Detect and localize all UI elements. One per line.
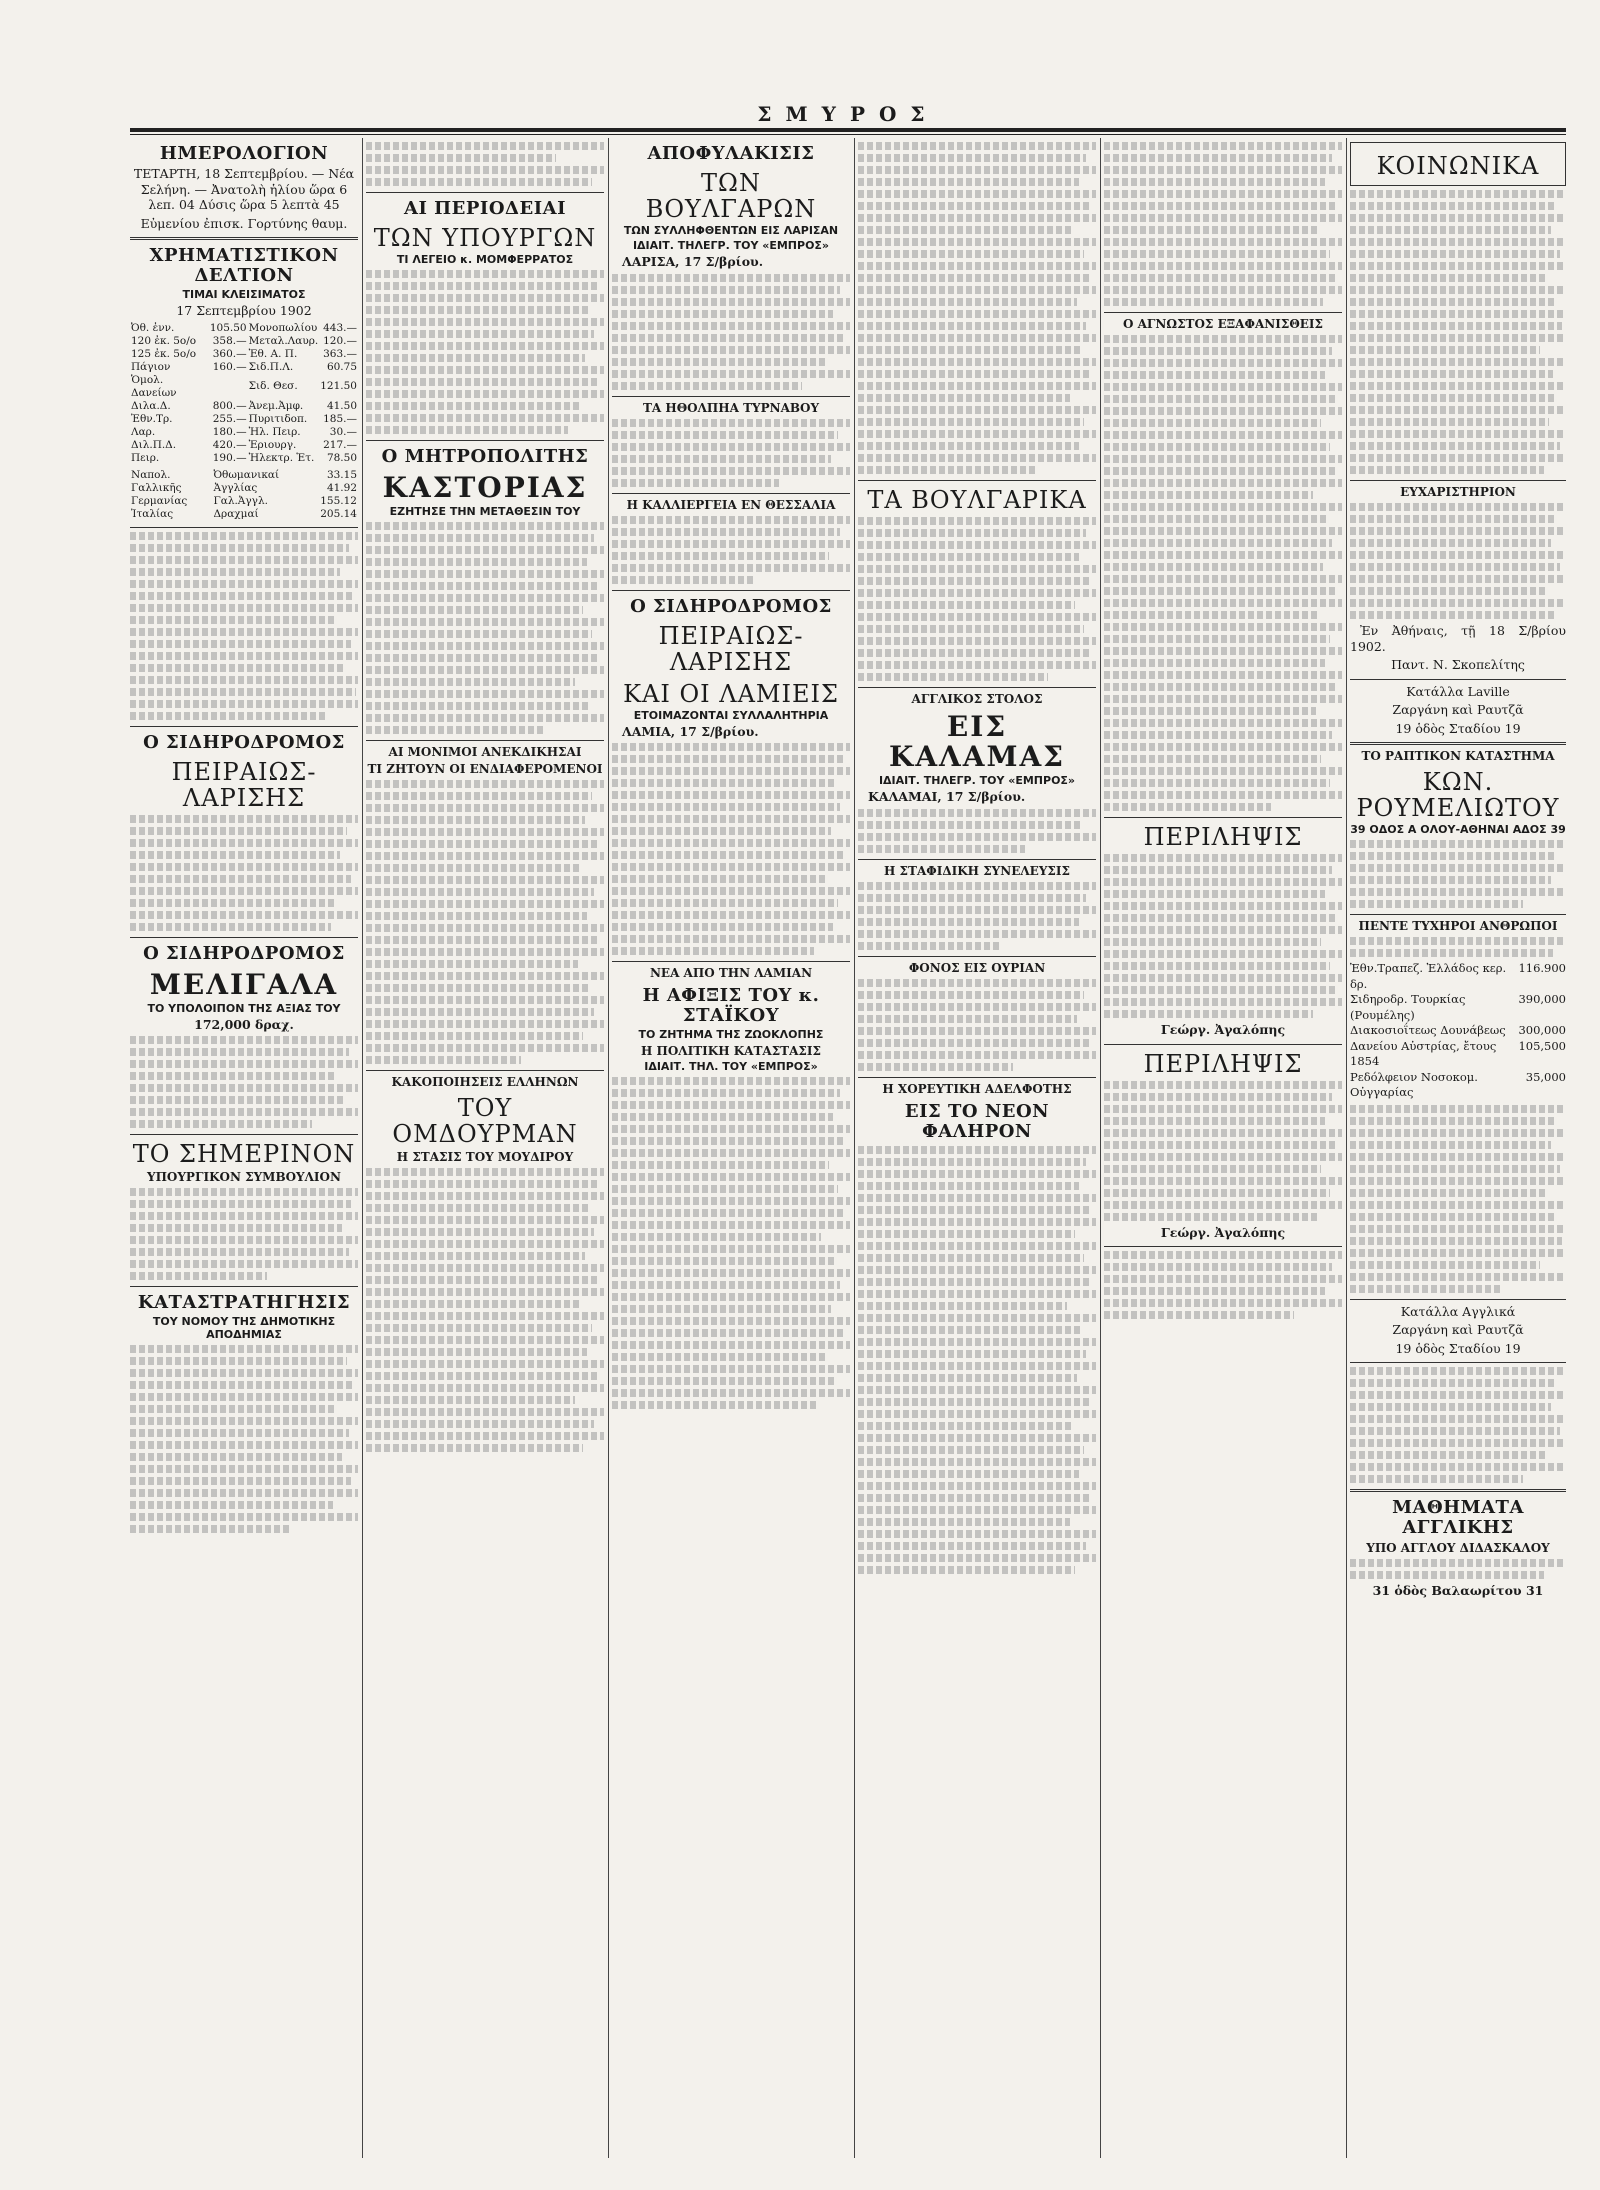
table-row: [130, 413, 358, 426]
table-cell: Ἐθν.Τρ.: [131, 412, 173, 425]
table-cell: 180.—: [212, 425, 247, 438]
prize-amount: 116.900: [1518, 961, 1566, 975]
heading-kakopoiiseis: ΚΑΚΟΠΟΙΗΣΕΙΣ ΕΛΛΗΝΩΝ: [391, 1075, 579, 1089]
signature: Γεώργ. Ἀγαλόπης: [1160, 1224, 1286, 1240]
meligala-amount: 172,000 δραχ.: [194, 1016, 294, 1032]
filler-text: [130, 1036, 358, 1128]
stock-table: [130, 322, 358, 465]
heading-agnostos: Ο ΑΓΝΩΣΤΟΣ ΕΞΑΦΑΝΙΣΘΕΙΣ: [1122, 317, 1324, 331]
prize-label: Διακοσιοΐτεως Δουνάβεως: [1350, 1023, 1506, 1037]
heading-ypourgon-sub: ΤΙ ΛΕΓΕΙΟ κ. ΜΟΜΦΕΡΡΑΤΟΣ: [396, 253, 574, 266]
heading-vougarika: ΤΑ ΒΟΥΛΓΑΡΙΚΑ: [867, 486, 1087, 514]
heading-kalliergeia: Η ΚΑΛΛΙΕΡΓΕΙΑ ΕΝ ΘΕΣΣΑΛΙΑ: [626, 497, 836, 512]
heading-kalamas: ΕΙΣ ΚΑΛΑΜΑΣ: [888, 710, 1066, 773]
heading-kastorias-sub: ΕΖΗΤΗΣΕ ΤΗΝ ΜΕΤΑΘΕΣΙΝ ΤΟΥ: [389, 505, 581, 518]
separator: [1104, 1246, 1342, 1247]
prices-date: 17 Σεπτεμβρίου 1902: [176, 303, 312, 318]
heading-aggl-stolos: ΑΓΓΛΙΚΟΣ ΣΤΟΛΟΣ: [911, 692, 1043, 706]
heading-meligala: ΜΕΛΙΓΑΛΑ: [149, 967, 339, 1001]
heading-ephemerologion: ΗΜΕΡΟΛΟΓΙΟΝ: [159, 143, 329, 164]
separator: [130, 726, 358, 727]
separator: [1104, 1044, 1342, 1045]
filler-text: [1104, 335, 1342, 811]
table-cell: Δραχμαί: [213, 507, 259, 520]
heading-bulletin: ΧΡΗΜΑΤΙΣΤΙΚΟΝ ΔΕΛΤΙΟΝ: [149, 245, 339, 286]
table-row: [130, 439, 358, 452]
table-cell: Ναπολ.: [131, 468, 171, 481]
date-line: ΤΕΤΑΡΤΗ, 18 Σεπτεμβρίου. — Νέα Σελήνη. — Ἀνατολὴ ἡλίου ὥρα 6 λεπ. 04 Δύσις ὥρα 5 λεπτὰ 45: [133, 166, 355, 212]
table-cell: 155.12: [320, 494, 357, 507]
table-cell: Ἀγγλίας: [213, 481, 258, 494]
table-cell: Γαλλικῆς: [131, 481, 182, 494]
masthead-rule: [130, 128, 1566, 132]
koinonika-box: [1350, 142, 1566, 186]
heading-peripsis-2: ΠΕΡΙΛΗΨΙΣ: [1143, 1049, 1303, 1078]
table-row: [130, 335, 358, 348]
table-cell: Ἠλ. Πειρ.: [248, 425, 301, 438]
filler-text: [1350, 840, 1566, 908]
separator: [612, 396, 850, 397]
heading-nea-lamia: ΝΕΑ ΑΠΟ ΤΗΝ ΛΑΜΙΑΝ: [649, 966, 813, 980]
lamia-dateline: ΛΑΜΙΑ, 17 Σ/βρίου.: [622, 723, 759, 739]
table-cell: 121.50: [320, 380, 357, 392]
separator: [130, 1286, 358, 1287]
heading-tyrnavou: ΤΑ ΗΘΟΛΠΗΑ ΤΥΡΝΑΒΟΥ: [642, 400, 820, 415]
separator: [612, 493, 850, 494]
separator: [366, 440, 604, 441]
filler-text: [1350, 937, 1566, 957]
table-cell: 800.—: [212, 399, 247, 412]
table-cell: Ἐριουργ.: [248, 438, 297, 451]
filler-text: [366, 270, 604, 434]
heading-politiki: Η ΠΟΛΙΤΙΚΗ ΚΑΤΑΣΤΑΣΙΣ: [641, 1044, 821, 1058]
prize-list: [1350, 961, 1566, 1101]
heading-fonos: ΦΟΝΟΣ ΕΙΣ ΟΥΡΙΑΝ: [908, 960, 1046, 975]
table-cell: 60.75: [326, 360, 357, 373]
table-row: [130, 508, 358, 521]
heading-stafidiki: Η ΣΤΑΦΙΔΙΚΗ ΣΥΝΕΛΕΥΣΙΣ: [884, 863, 1070, 878]
heading-lamieis-sub: ΕΤΟΙΜΑΖΟΝΤΑΙ ΣΥΛΛΑΛΗΤΗΡΙΑ: [633, 708, 829, 722]
heading-voulgaron-sub: ΤΩΝ ΣΥΛΛΗΦΘΕΝΤΩΝ ΕΙΣ ΛΑΡΙΣΑΝ: [623, 224, 839, 237]
table-cell: 217.—: [323, 438, 357, 451]
table-cell: 160.—: [212, 360, 247, 373]
table-cell: Μεταλ.Λαυρ.: [248, 334, 319, 347]
filler-text: [1350, 190, 1566, 474]
table-cell: 358.—: [212, 334, 247, 347]
heading-voulgaron: ΤΩΝ ΒΟΥΛΓΑΡΩΝ: [645, 169, 817, 223]
heading-xorevia: Η ΧΟΡΕΥΤΙΚΗ ΑΔΕΛΦΟΤΗΣ: [882, 1081, 1072, 1096]
separator: [1350, 679, 1566, 680]
prize-amount: 300,000: [1518, 1023, 1566, 1037]
separator: [1350, 1489, 1566, 1492]
table-cell: Διλα.Δ.: [131, 399, 171, 412]
heading-katastratigisis: ΚΑΤΑΣΤΡΑΤΗΓΗΣΙΣ: [137, 1292, 351, 1313]
table-cell: Ὀθ. ἐνν.: [131, 321, 175, 334]
heading-simerinon: ΤΟ ΣΗΜΕΡΙΝΟΝ: [132, 1140, 356, 1168]
table-cell: Λαρ.: [131, 425, 156, 438]
heading-ypourgon: ΤΩΝ ΥΠΟΥΡΓΩΝ: [373, 224, 597, 252]
separator: [1350, 1299, 1566, 1300]
shop1-name: Κατάλλα Laville: [1406, 683, 1510, 699]
column-5: [1104, 138, 1342, 2158]
wire-label: ΙΔΙΑΙΤ. ΤΗΛΕΓΡ. ΤΟΥ «ΕΜΠΡΟΣ»: [632, 239, 830, 252]
table-cell: Μονοπωλίου: [248, 321, 318, 334]
filler-text: [130, 532, 358, 720]
table-cell: 78.50: [326, 451, 357, 464]
filler-text: [130, 815, 358, 931]
shop1-address: 19 ὁδὸς Σταδίου 19: [1395, 720, 1521, 736]
column-divider: [1346, 138, 1347, 2158]
heading-raptikon-address: 39 ΟΔΟΣ Α ΟΛΟΥ-ΑΘΗΝΑΙ ΑΔΟΣ 39: [1350, 823, 1566, 836]
column-2: [366, 138, 604, 2158]
table-cell: 41.92: [326, 481, 357, 494]
masthead: ΣΜΥΡΟΣ: [757, 102, 939, 126]
list-item: [1350, 961, 1566, 992]
heading-tychoi: ΠΕΝΤΕ ΤΥΧΗΡΟΙ ΑΝΘΡΩΠΟΙ: [1358, 919, 1558, 933]
heading-meligala-sub: ΤΟ ΥΠΟΛΟΙΠΟΝ ΤΗΣ ΑΞΙΑΣ ΤΟΥ: [147, 1001, 341, 1015]
heading-afixis: Η ΑΦΙΞΙΣ ΤΟΥ κ. ΣΤΑΪΚΟΥ: [642, 985, 820, 1026]
table-row: [130, 426, 358, 439]
table-cell: Ἐθ. Α. Π.: [248, 347, 298, 360]
filler-text: [612, 274, 850, 390]
filler-text: [1350, 1559, 1566, 1579]
wire-label: ΙΔΙΑΙΤ. ΤΗΛΕΓΡ. ΤΟΥ «ΕΜΠΡΟΣ»: [878, 774, 1076, 787]
table-cell: Πυριτιδοπ.: [248, 412, 308, 425]
table-cell: 363.—: [323, 347, 357, 360]
table-cell: 360.—: [212, 347, 247, 360]
table-cell: 41.50: [326, 399, 357, 412]
table-cell: Ἠλεκτρ. Ἑτ.: [248, 451, 315, 464]
shop2-line: Ζαργάνη καὶ Ραυτζᾶ: [1392, 1322, 1524, 1337]
table-cell: 125 ἐκ. 5ο/ο: [131, 347, 197, 360]
table-cell: Πάγιον: [131, 360, 171, 373]
shop2-name: Κατάλλα Αγγλικά: [1400, 1303, 1516, 1319]
prize-label: Σιδηροδρ. Τουρκίας (Ρουμέλης): [1350, 992, 1466, 1022]
prize-amount: 35,000: [1525, 1069, 1566, 1084]
list-item: [1350, 992, 1566, 1023]
filler-text: [612, 1077, 850, 1409]
table-cell: Σιδ. Θεσ.: [248, 380, 298, 392]
heading-simerinon-sub: ΥΠΟΥΡΓΙΚΟΝ ΣΥΜΒΟΥΛΙΟΝ: [147, 1170, 341, 1184]
separator: [1104, 312, 1342, 313]
heading-kastorias: ΚΑΣΤΟΡΙΑΣ: [382, 471, 588, 504]
kalamai-dateline: ΚΑΛΑΜΑΙ, 17 Σ/βρίου.: [868, 789, 1026, 804]
separator: [858, 859, 1096, 860]
saint-line: Εὐμενίου ἐπισκ. Γορτύνης θαυμ.: [140, 215, 348, 231]
filler-text: [130, 1188, 358, 1280]
table-row: [130, 361, 358, 374]
table-row: [130, 348, 358, 361]
separator: [130, 527, 358, 528]
heading-peiraios-larisis: ΠΕΙΡΑΙΩΣ-ΛΑΡΙΣΗΣ: [171, 757, 317, 812]
table-cell: Ἰταλίας: [131, 507, 174, 520]
prize-label: Ἐθν.Τραπεζ. Ἑλλάδος κερ. δρ.: [1350, 961, 1507, 991]
table-row: [130, 374, 358, 400]
filler-text: [858, 517, 1096, 681]
heading-monimoi-sub: ΤΙ ΖΗΤΟΥΝ ΟΙ ΕΝΔΙΑΦΕΡΟΜΕΝΟΙ: [367, 762, 603, 776]
heading-omdourman-sub: Η ΣΤΑΣΙΣ ΤΟΥ ΜΟΥΔΙΡΟΥ: [396, 1150, 574, 1164]
heading-afixis-sub: ΤΟ ΖΗΤΗΜΑ ΤΗΣ ΖΩΟΚΛΟΠΗΣ: [638, 1028, 824, 1041]
separator: [1350, 480, 1566, 481]
table-cell: Σιδ.Π.Λ.: [248, 360, 294, 373]
prize-amount: 390,000: [1518, 992, 1566, 1006]
table-row: [130, 469, 358, 482]
filler-text: [366, 142, 604, 186]
fx-table: [130, 469, 358, 521]
prize-label: Ρεδόλφειον Νοσοκομ. Οὐγγαρίας: [1350, 1069, 1478, 1099]
heading-mathimata-sub: ΥΠΟ ΑΓΓΛΟΥ ΔΙΔΑΣΚΑΛΟΥ: [1366, 1541, 1550, 1555]
prize-label: Δανείου Αὐστρίας, ἔτους 1854: [1350, 1038, 1497, 1068]
filler-text: [612, 516, 850, 584]
filler-text: [858, 142, 1096, 474]
table-cell: Ὀθωμανικαί: [213, 468, 280, 481]
heading-omdourman: ΤΟΥ ΟΜΔΟΥΡΜΑΝ: [392, 1094, 578, 1148]
column-6: [1350, 138, 1566, 2158]
table-cell: Γαλ.Ἀγγλ.: [213, 494, 268, 507]
column-4: [858, 138, 1096, 2158]
table-cell: 120.—: [323, 334, 357, 347]
masthead-rule-thin: [130, 134, 1566, 135]
shop2-address: 19 ὁδὸς Σταδίου 19: [1395, 1340, 1521, 1356]
table-row: [130, 322, 358, 335]
separator: [366, 192, 604, 193]
list-item: [1350, 1023, 1566, 1039]
table-cell: Διλ.Π.Δ.: [131, 438, 177, 451]
separator: [130, 237, 358, 240]
heading-lamieis: ΚΑΙ ΟΙ ΛΑΜΙΕΙΣ: [623, 679, 839, 708]
table-row: [130, 482, 358, 495]
filler-text: [858, 882, 1096, 950]
separator: [858, 1077, 1096, 1078]
table-cell: Ἀνεμ.Ἀμφ.: [248, 399, 304, 412]
mathimata-address: 31 ὁδὸς Βαλαωρίτου 31: [1372, 1583, 1544, 1598]
table-cell: 420.—: [212, 438, 247, 451]
separator: [858, 480, 1096, 481]
table-cell: 105.50: [209, 321, 247, 334]
heading-apofylakisis: ΑΠΟΦΥΛΑΚΙΣΙΣ: [647, 143, 815, 164]
heading-eucharistirion: ΕΥΧΑΡΙΣΤΗΡΙΟΝ: [1400, 485, 1516, 499]
heading-mathimata: ΜΑΘΗΜΑΤΑ ΑΓΓΛΙΚΗΣ: [1392, 1497, 1524, 1538]
table-cell: 33.15: [326, 468, 357, 481]
separator: [366, 1070, 604, 1071]
separator: [130, 937, 358, 938]
filler-text: [366, 1168, 604, 1452]
table-cell: 255.—: [212, 412, 247, 425]
column-divider: [854, 138, 855, 2158]
separator: [858, 956, 1096, 957]
table-cell: Ὁμολ. Δανείων: [131, 373, 177, 399]
heading-mitropolitis: Ο ΜΗΤΡΟΠΟΛΙΤΗΣ: [381, 446, 589, 467]
table-cell: [209, 374, 248, 400]
column-divider: [362, 138, 363, 2158]
list-item: [1350, 1070, 1566, 1101]
filler-text: [858, 1146, 1096, 1574]
separator: [130, 1134, 358, 1135]
heading-sidirodromos-2: Ο ΣΙΔΗΡΟΔΡΟΜΟΣ: [630, 595, 832, 617]
table-row: [130, 495, 358, 508]
separator: [612, 590, 850, 591]
euch-signature: Παντ. Ν. Σκοπελίτης: [1391, 657, 1525, 672]
separator: [366, 740, 604, 741]
wire-label: ΙΔΙΑΙΤ. ΤΗΛ. ΤΟΥ «ΕΜΠΡΟΣ»: [644, 1060, 818, 1073]
column-3: [612, 138, 850, 2158]
filler-text: [858, 979, 1096, 1071]
filler-text: [1350, 503, 1566, 619]
filler-text: [1104, 142, 1342, 306]
column-divider: [1100, 138, 1101, 2158]
shop1-line: Ζαργάνη καὶ Ραυτζᾶ: [1392, 702, 1524, 717]
table-cell: Γερμανίας: [131, 494, 188, 507]
list-item: [1350, 1039, 1566, 1070]
separator: [1350, 742, 1566, 745]
table-cell: 205.14: [320, 507, 357, 520]
larisa-dateline: ΛΑΡΙΣΑ, 17 Σ/βρίου.: [622, 254, 764, 269]
filler-text: [1104, 1081, 1342, 1221]
separator: [1350, 1362, 1566, 1363]
separator: [612, 961, 850, 962]
table-cell: 120 ἐκ. 5ο/ο: [131, 334, 197, 347]
filler-text: [612, 743, 850, 955]
table-cell: 185.—: [323, 412, 357, 425]
separator: [1350, 914, 1566, 915]
signature: Γεώργ. Ἀγαλόπης: [1160, 1022, 1286, 1037]
filler-text: [1350, 1367, 1566, 1483]
separator: [1104, 817, 1342, 818]
table-cell: Πειρ.: [131, 451, 160, 464]
heading-katastratigisis-sub: ΤΟΥ ΝΟΜΟΥ ΤΗΣ ΔΗΜΟΤΙΚΗΣ ΑΠΟΔΗΜΙΑΣ: [152, 1315, 336, 1341]
filler-text: [612, 419, 850, 487]
filler-text: [366, 780, 604, 1064]
heading-monimoi: ΑΙ ΜΟΝΙΜΟΙ ΑΝΕΚΔΙΚΗΣΑΙ: [388, 745, 582, 759]
heading-xorevia-sub: ΕΙΣ ΤΟ ΝΕΟΝ ΦΑΛΗΡΟΝ: [904, 1100, 1050, 1142]
filler-text: [130, 1345, 358, 1533]
heading-peiraios-2: ΠΕΙΡΑΙΩΣ-ΛΑΡΙΣΗΣ: [658, 621, 804, 676]
filler-text: [1350, 1105, 1566, 1293]
euch-date: Ἐν Ἀθήναις, τῇ 18 Σ/βρίου 1902.: [1350, 623, 1566, 654]
column-1: [130, 138, 358, 2158]
table-cell: 443.—: [323, 321, 357, 334]
table-cell: 190.—: [212, 451, 247, 464]
heading-raptikon-name: ΚΩΝ. ΡΟΥΜΕΛΙΩΤΟΥ: [1356, 768, 1560, 822]
table-row: [130, 400, 358, 413]
prize-amount: 105,500: [1518, 1038, 1566, 1053]
filler-text: [366, 522, 604, 734]
heading-sidirodromos-meligala: Ο ΣΙΔΗΡΟΔΡΟΜΟΣ: [143, 942, 345, 964]
heading-koinonika: ΚΟΙΝΩΝΙΚΑ: [1376, 152, 1540, 180]
table-row: [130, 452, 358, 465]
heading-raptikon: ΤΟ ΡΑΠΤΙΚΟΝ ΚΑΤΑΣΤΗΜΑ: [1361, 749, 1555, 763]
heading-sidirodromos: Ο ΣΙΔΗΡΟΔΡΟΜΟΣ: [143, 731, 345, 753]
filler-text: [858, 809, 1096, 853]
heading-periodeiai: ΑΙ ΠΕΡΙΟΔΕΙΑΙ: [404, 198, 566, 219]
filler-text: [1104, 854, 1342, 1018]
separator: [858, 687, 1096, 688]
table-cell: 30.—: [329, 425, 357, 438]
column-divider: [608, 138, 609, 2158]
heading-peripsis-1: ΠΕΡΙΛΗΨΙΣ: [1143, 823, 1303, 851]
filler-text: [1104, 1251, 1342, 1319]
heading-prices: ΤΙΜΑΙ ΚΛΕΙΣΙΜΑΤΟΣ: [182, 288, 306, 301]
